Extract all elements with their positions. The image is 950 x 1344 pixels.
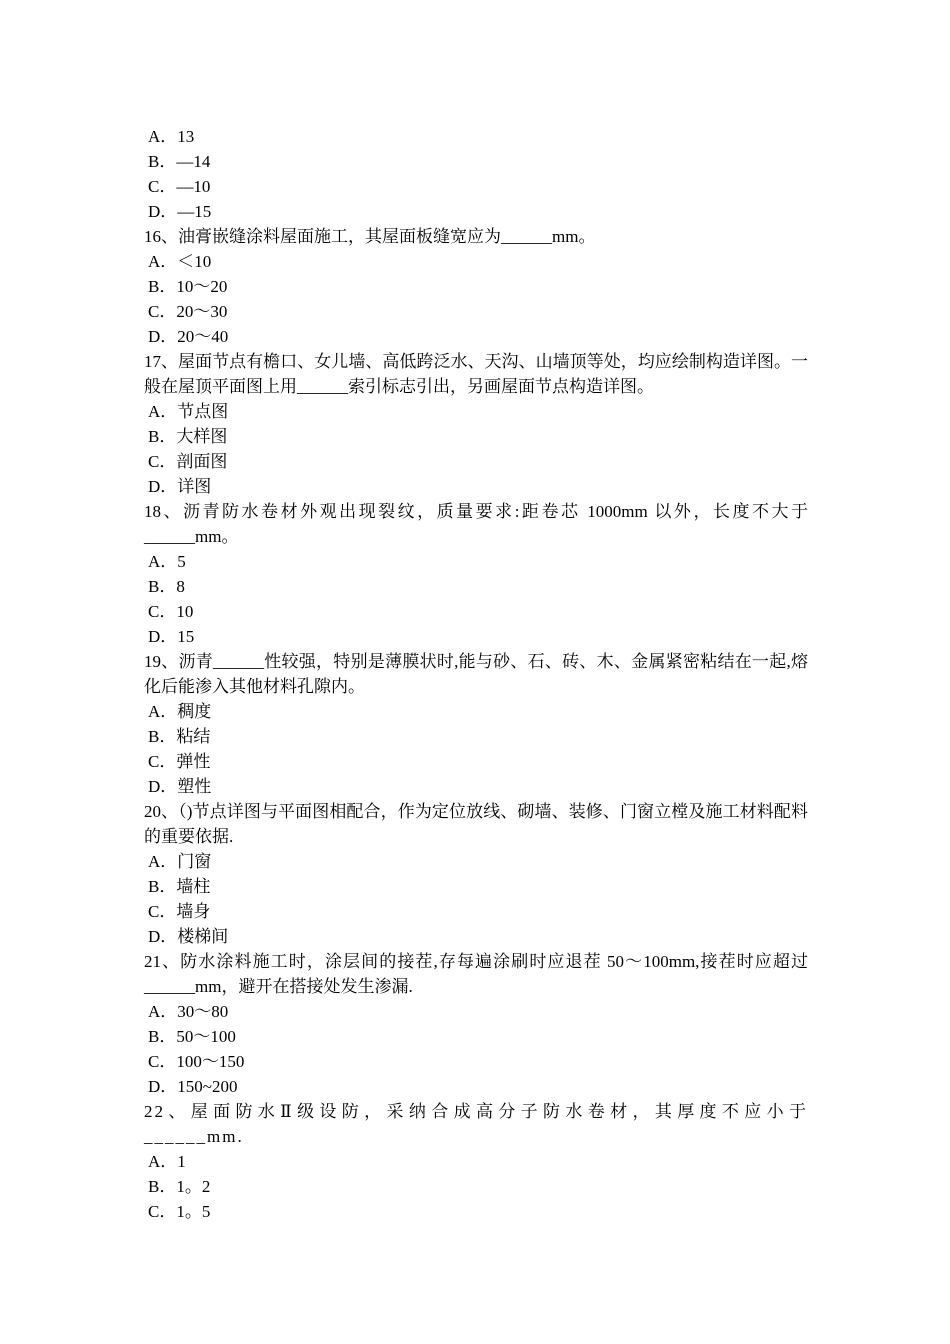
answer-option: C．—10: [148, 177, 211, 196]
answer-option: A．门窗: [148, 852, 212, 871]
question-text: 20、（)节点详图与平面图相配合，作为定位放线、砌墙、装修、门窗立樘及施工材料配料的重要依据.: [144, 802, 808, 846]
answer-option: D．楼梯间: [148, 927, 229, 946]
answer-option: B．墙柱: [148, 877, 211, 896]
question-text: 17、屋面节点有檐口、女儿墙、高低跨泛水、天沟、山墙顶等处，均应绘制构造详图。一般在屋顶平面图上用______索引标志引出，另画屋面节点构造详图。: [144, 352, 808, 396]
answer-option: A．5: [148, 552, 186, 571]
answer-option: D．20～40: [148, 327, 229, 346]
answer-option: B．粘结: [148, 727, 211, 746]
answer-option: A．＜10: [148, 252, 212, 271]
answer-option: C．1。5: [148, 1202, 211, 1221]
question-text: 22、屋面防水Ⅱ级设防，采纳合成高分子防水卷材，其厚度不应小于______mm.: [144, 1102, 808, 1146]
answer-option: C．剖面图: [148, 452, 228, 471]
document-page: [144, 124, 808, 1224]
question-text: 19、沥青______性较强，特别是薄膜状时,能与砂、石、砖、木、金属紧密粘结在一起,熔化后能渗入其他材料孔隙内。: [144, 652, 808, 696]
answer-option: A．节点图: [148, 402, 229, 421]
question-text: 18、沥青防水卷材外观出现裂纹，质量要求:距卷芯 1000mm 以外，长度不大于______mm。: [144, 502, 808, 546]
answer-option: D．—15: [148, 202, 212, 221]
answer-option: B．—14: [148, 152, 211, 171]
answer-option: D．塑性: [148, 777, 212, 796]
answer-option: C．20～30: [148, 302, 228, 321]
answer-option: C．弹性: [148, 752, 211, 771]
answer-option: D．详图: [148, 477, 212, 496]
question-text: 16、油膏嵌缝涂料屋面施工，其屋面板缝宽应为______mm。: [144, 227, 596, 246]
answer-option: C．墙身: [148, 902, 211, 921]
answer-option: D．15: [148, 627, 195, 646]
answer-option: B．大样图: [148, 427, 228, 446]
answer-option: B．1。2: [148, 1177, 211, 1196]
answer-option: B．50～100: [148, 1027, 236, 1046]
answer-option: B．8: [148, 577, 185, 596]
answer-option: A．30～80: [148, 1002, 229, 1021]
answer-option: A．13: [148, 127, 195, 146]
answer-option: A．1: [148, 1152, 186, 1171]
answer-option: B．10～20: [148, 277, 228, 296]
answer-option: D．150~200: [148, 1077, 238, 1096]
answer-option: A．稠度: [148, 702, 212, 721]
answer-option: C．100～150: [148, 1052, 245, 1071]
question-text: 21、防水涂料施工时，涂层间的接茬,存每遍涂刷时应退茬 50～100mm,接茬时应超过______mm，避开在搭接处发生渗漏.: [144, 952, 808, 996]
answer-option: C．10: [148, 602, 194, 621]
